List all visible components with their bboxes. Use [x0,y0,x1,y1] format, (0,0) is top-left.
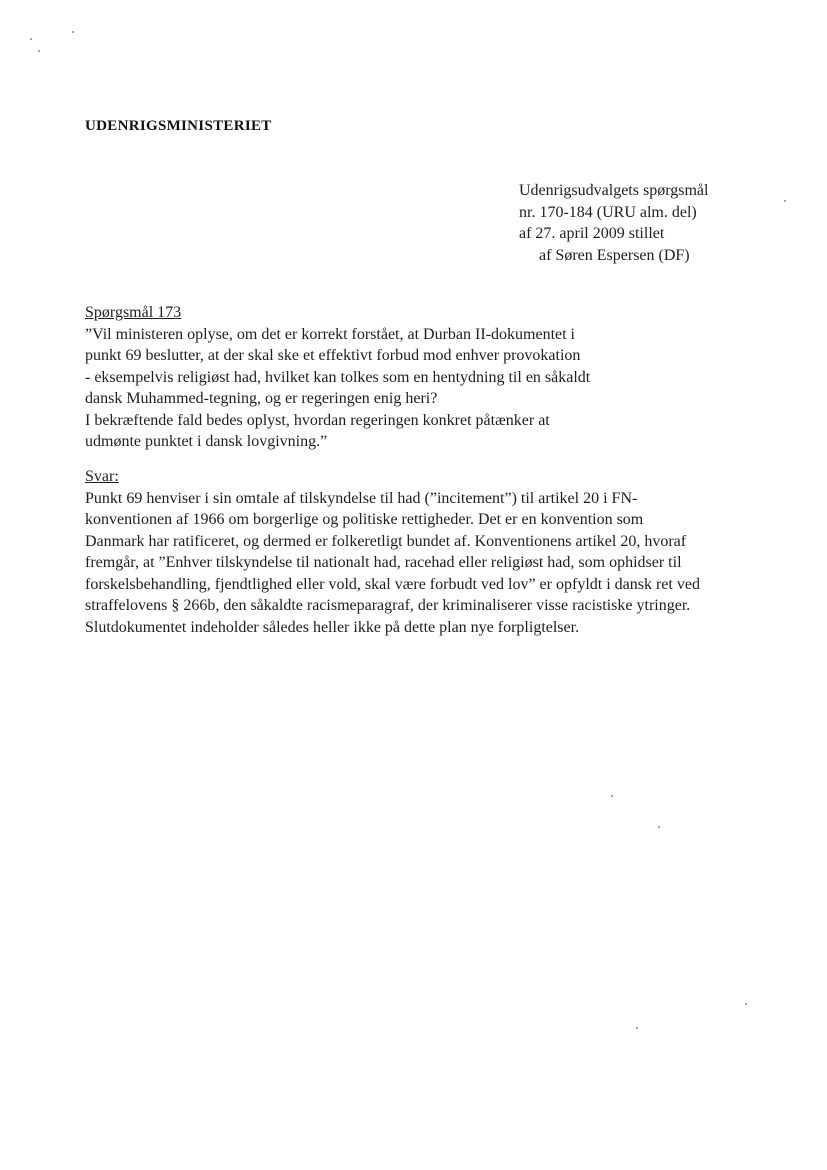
answer-line: konventionen af 1966 om borgerlige og politiske rettigheder. Det er en konvention som [85,511,644,528]
reference-line: Udenrigsudvalgets spørgsmål [519,182,709,199]
reference-line: af Søren Espersen (DF) [539,246,690,264]
answer-line: Danmark har ratificeret, og dermed er folkeretligt bundet af. Konventionens artikel 20, hvoraf [85,532,687,550]
scan-speck [38,50,40,52]
answer-heading: Svar: [85,468,119,485]
question-line: dansk Muhammed-tegning, og er regeringen enig heri? [85,390,438,407]
answer-line: Punkt 69 henviser i sin omtale af tilskyndelse til had (”incitement”) til artikel 20 i FN- [85,489,638,507]
answer-line: fremgår, at ”Enhver tilskyndelse til nationalt had, racehad eller religiøst had, som ophidser til [85,554,682,571]
ministry-header: UDENRIGSMINISTERIET [85,118,272,134]
question-line: punkt 69 beslutter, at der skal ske et effektivt forbud mod enhver provokation [85,347,581,364]
question-line: udmønte punktet i dansk lovgivning.” [85,433,328,450]
answer-line: straffelovens § 266b, den såkaldte racismeparagraf, der kriminaliserer visse racistiske ytringer. [85,597,691,614]
question-line: I bekræftende fald bedes oplyst, hvordan regeringen konkret påtænker at [85,411,550,429]
scan-speck [611,795,613,797]
scan-speck [658,826,660,828]
scan-speck [636,1027,638,1029]
scan-speck [784,200,786,202]
question-heading: Spørgsmål 173 [85,304,182,321]
answer-line: forskelsbehandling, fjendtlighed eller vold, skal være forbudt ved lov” er opfyldt i dansk ret ved [85,575,700,593]
question-line: ”Vil ministeren oplyse, om det er korrekt forstået, at Durban II-dokumentet i [85,325,575,343]
question-section [85,302,785,453]
scan-speck [72,31,74,33]
answer-section [85,466,805,638]
reference-line: af 27. april 2009 stillet [519,225,665,242]
scan-speck [745,1003,747,1005]
reference-line: nr. 170-184 (URU alm. del) [519,203,697,221]
question-line: - eksempelvis religiøst had, hvilket kan tolkes som en hentydning til en såkaldt [85,368,591,386]
reference-block [519,180,799,266]
scan-speck [30,38,32,40]
answer-line: Slutdokumentet indeholder således heller ikke på dette plan nye forpligtelser. [85,618,580,636]
